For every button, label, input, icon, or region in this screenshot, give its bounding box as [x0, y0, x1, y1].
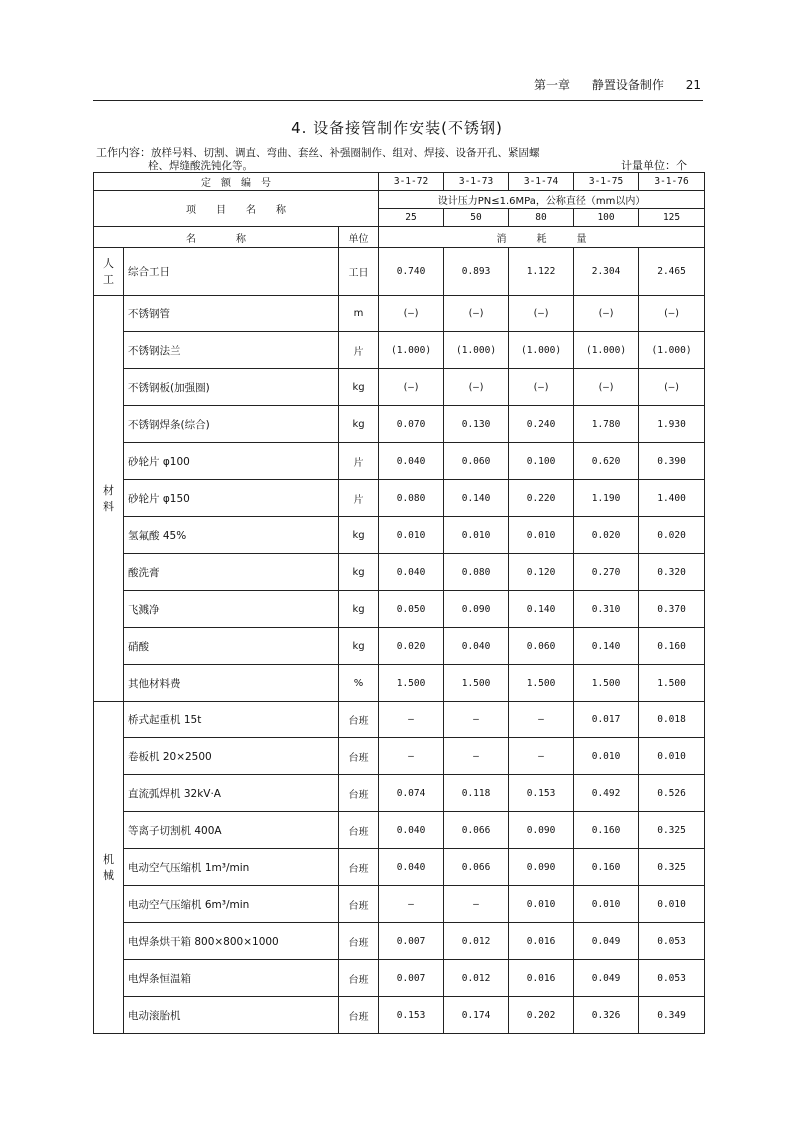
work-content [96, 146, 626, 173]
item-value: 0.066 [444, 849, 509, 886]
item-name: 直流弧焊机 32kV·A [124, 775, 339, 812]
page-title: 4. 设备接管制作安装(不锈钢) [291, 119, 503, 137]
table-row [94, 332, 705, 369]
header-text [516, 76, 701, 93]
diameter: 25 [379, 209, 444, 227]
item-name: 卷板机 20×2500 [124, 738, 339, 775]
table-row [94, 849, 705, 886]
item-value: 1.930 [639, 406, 705, 443]
category-cell [94, 702, 124, 1034]
item-value: 0.010 [639, 738, 705, 775]
item-value: 0.007 [379, 923, 444, 960]
item-name: 酸洗膏 [124, 554, 339, 591]
item-value: 0.060 [509, 628, 574, 665]
item-value: 0.049 [574, 923, 639, 960]
quota-code: 3-1-75 [574, 173, 639, 191]
item-name: 不锈钢法兰 [124, 332, 339, 369]
category-char: 料 [103, 499, 114, 513]
item-unit: 片 [339, 480, 379, 517]
item-value: 1.122 [509, 248, 574, 296]
item-unit: kg [339, 591, 379, 628]
item-value: 0.074 [379, 775, 444, 812]
item-value: 0.153 [509, 775, 574, 812]
item-value: 1.400 [639, 480, 705, 517]
item-value: 0.140 [444, 480, 509, 517]
item-value: 0.140 [574, 628, 639, 665]
item-value: 2.304 [574, 248, 639, 296]
item-value: (—) [444, 296, 509, 332]
item-unit: 工日 [339, 248, 379, 296]
table-row [94, 960, 705, 997]
item-value: 0.090 [509, 849, 574, 886]
item-value: 0.010 [379, 517, 444, 554]
item-value: (—) [379, 296, 444, 332]
item-value: 0.326 [574, 997, 639, 1034]
item-unit: 台班 [339, 960, 379, 997]
item-unit: kg [339, 628, 379, 665]
quota-code: 3-1-76 [639, 173, 705, 191]
item-name: 等离子切割机 400A [124, 812, 339, 849]
item-value: 0.140 [509, 591, 574, 628]
item-value: 0.118 [444, 775, 509, 812]
item-value: 0.017 [574, 702, 639, 738]
item-unit: kg [339, 406, 379, 443]
item-name: 硝酸 [124, 628, 339, 665]
item-value: 0.390 [639, 443, 705, 480]
item-unit: 台班 [339, 849, 379, 886]
work-content-line2: 栓、焊缝酸洗钝化等。 [148, 160, 253, 172]
item-value: 0.010 [574, 886, 639, 923]
item-value: 1.500 [444, 665, 509, 702]
item-name: 不锈钢板(加强圈) [124, 369, 339, 406]
item-value: 0.310 [574, 591, 639, 628]
item-value: 0.049 [574, 960, 639, 997]
item-value: (1.000) [379, 332, 444, 369]
item-unit: 台班 [339, 775, 379, 812]
item-unit: % [339, 665, 379, 702]
item-value: 0.270 [574, 554, 639, 591]
item-value: 0.020 [574, 517, 639, 554]
table-row [94, 702, 705, 738]
item-value: 0.020 [639, 517, 705, 554]
item-unit: kg [339, 554, 379, 591]
item-value: — [379, 702, 444, 738]
item-value: 0.040 [444, 628, 509, 665]
item-value: 0.053 [639, 960, 705, 997]
item-value: 0.010 [509, 517, 574, 554]
item-value: 0.080 [379, 480, 444, 517]
header-row-codes [94, 173, 705, 191]
item-name: 电焊条烘干箱 800×800×1000 [124, 923, 339, 960]
item-name: 综合工日 [124, 248, 339, 296]
item-unit: 台班 [339, 923, 379, 960]
item-value: 0.040 [379, 443, 444, 480]
unit-note: 计量单位：个 [621, 159, 687, 172]
category-char: 人 [103, 256, 114, 270]
quota-label: 定 额 编 号 [94, 173, 379, 191]
item-unit: 台班 [339, 997, 379, 1034]
table-row [94, 812, 705, 849]
item-value: (1.000) [509, 332, 574, 369]
item-value: (—) [574, 369, 639, 406]
item-value: 0.060 [444, 443, 509, 480]
table-row [94, 923, 705, 960]
item-value: 0.090 [444, 591, 509, 628]
table-row [94, 738, 705, 775]
quota-code: 3-1-72 [379, 173, 444, 191]
item-value: 0.620 [574, 443, 639, 480]
table-row [94, 886, 705, 923]
table-row [94, 775, 705, 812]
table-row [94, 628, 705, 665]
item-unit: 片 [339, 443, 379, 480]
table-row [94, 443, 705, 480]
item-name-label: 项 目 名 称 [94, 191, 379, 227]
item-value: 0.016 [509, 960, 574, 997]
item-name: 不锈钢管 [124, 296, 339, 332]
item-value: 2.465 [639, 248, 705, 296]
item-unit: 台班 [339, 886, 379, 923]
table-row [94, 406, 705, 443]
table-row [94, 554, 705, 591]
page-header [93, 74, 703, 101]
col-name-label: 名 称 [94, 227, 339, 248]
item-value: 0.526 [639, 775, 705, 812]
item-name: 电动空气压缩机 1m³/min [124, 849, 339, 886]
item-value: 0.160 [574, 812, 639, 849]
item-name: 砂轮片 φ150 [124, 480, 339, 517]
item-value: — [379, 886, 444, 923]
page-number: 21 [685, 78, 701, 92]
table-row [94, 480, 705, 517]
item-name: 氢氟酸 45% [124, 517, 339, 554]
item-value: 0.040 [379, 812, 444, 849]
item-value: 1.500 [574, 665, 639, 702]
item-value: 1.780 [574, 406, 639, 443]
header-row-columns [94, 227, 705, 248]
quota-code: 3-1-74 [509, 173, 574, 191]
item-value: 0.010 [444, 517, 509, 554]
item-value: 0.053 [639, 923, 705, 960]
item-value: 0.120 [509, 554, 574, 591]
item-value: (1.000) [444, 332, 509, 369]
item-value: 0.012 [444, 923, 509, 960]
item-value: 0.220 [509, 480, 574, 517]
table-row [94, 997, 705, 1034]
category-char: 机 [103, 852, 114, 866]
design-label: 设计压力PN≤1.6MPa，公称直径（mm以内） [379, 191, 705, 209]
item-value: 0.020 [379, 628, 444, 665]
header-row-design [94, 191, 705, 209]
quota-table [93, 172, 705, 1034]
item-unit: 台班 [339, 812, 379, 849]
item-value: 0.090 [509, 812, 574, 849]
item-name: 飞溅净 [124, 591, 339, 628]
item-value: — [444, 738, 509, 775]
item-unit: 台班 [339, 702, 379, 738]
item-value: 0.010 [574, 738, 639, 775]
item-value: (—) [574, 296, 639, 332]
item-value: 0.130 [444, 406, 509, 443]
table-row [94, 665, 705, 702]
item-value: 0.320 [639, 554, 705, 591]
diameter: 125 [639, 209, 705, 227]
diameter: 50 [444, 209, 509, 227]
item-name: 电动空气压缩机 6m³/min [124, 886, 339, 923]
item-value: 0.066 [444, 812, 509, 849]
item-value: 1.500 [639, 665, 705, 702]
item-value: 0.740 [379, 248, 444, 296]
item-value: (—) [509, 296, 574, 332]
item-value: 0.370 [639, 591, 705, 628]
item-name: 砂轮片 φ100 [124, 443, 339, 480]
diameter: 80 [509, 209, 574, 227]
item-value: 0.325 [639, 812, 705, 849]
item-value: — [379, 738, 444, 775]
item-value: 0.202 [509, 997, 574, 1034]
item-value: — [509, 738, 574, 775]
item-value: 1.190 [574, 480, 639, 517]
work-content-line1: 放样号料、切割、调直、弯曲、套丝、补强圈制作、组对、焊接、设备开孔、紧固螺 [151, 147, 540, 159]
item-name: 不锈钢焊条(综合) [124, 406, 339, 443]
col-unit-label: 单位 [339, 227, 379, 248]
item-value: 0.040 [379, 554, 444, 591]
item-unit: kg [339, 517, 379, 554]
item-name: 其他材料费 [124, 665, 339, 702]
item-unit: 台班 [339, 738, 379, 775]
item-value: 0.349 [639, 997, 705, 1034]
item-value: (1.000) [639, 332, 705, 369]
item-value: 0.018 [639, 702, 705, 738]
item-value: 0.010 [639, 886, 705, 923]
diameter: 100 [574, 209, 639, 227]
item-value: 0.240 [509, 406, 574, 443]
quota-code: 3-1-73 [444, 173, 509, 191]
work-content-label: 工作内容： [96, 146, 151, 159]
item-value: 1.500 [509, 665, 574, 702]
chapter-label: 第一章 [534, 78, 571, 92]
col-consume-label: 消 耗 量 [379, 227, 705, 248]
item-name: 电动滚胎机 [124, 997, 339, 1034]
item-value: 0.016 [509, 923, 574, 960]
item-value: 0.070 [379, 406, 444, 443]
table-row [94, 591, 705, 628]
item-value: — [444, 702, 509, 738]
item-name: 电焊条恒温箱 [124, 960, 339, 997]
item-value: 0.007 [379, 960, 444, 997]
item-value: (1.000) [574, 332, 639, 369]
item-value: 0.160 [574, 849, 639, 886]
category-char: 工 [103, 272, 114, 286]
item-value: 0.325 [639, 849, 705, 886]
item-value: 0.010 [509, 886, 574, 923]
category-cell [94, 248, 124, 296]
item-value: 0.100 [509, 443, 574, 480]
item-value: 1.500 [379, 665, 444, 702]
category-char: 械 [103, 868, 114, 882]
item-unit: kg [339, 369, 379, 406]
item-value: 0.893 [444, 248, 509, 296]
item-value: 0.012 [444, 960, 509, 997]
category-cell [94, 296, 124, 702]
item-name: 桥式起重机 15t [124, 702, 339, 738]
item-value: (—) [639, 369, 705, 406]
item-value: — [509, 702, 574, 738]
item-value: 0.040 [379, 849, 444, 886]
table-row [94, 296, 705, 332]
item-value: (—) [379, 369, 444, 406]
table-row [94, 517, 705, 554]
table-row [94, 248, 705, 296]
item-value: 0.153 [379, 997, 444, 1034]
item-value: 0.174 [444, 997, 509, 1034]
item-value: 0.492 [574, 775, 639, 812]
item-value: 0.050 [379, 591, 444, 628]
item-value: 0.160 [639, 628, 705, 665]
item-value: (—) [444, 369, 509, 406]
table-row [94, 369, 705, 406]
section-label: 静置设备制作 [591, 78, 664, 92]
item-unit: 片 [339, 332, 379, 369]
category-char: 材 [103, 483, 114, 497]
item-value: 0.080 [444, 554, 509, 591]
item-value: — [444, 886, 509, 923]
item-unit: m [339, 296, 379, 332]
item-value: (—) [639, 296, 705, 332]
item-value: (—) [509, 369, 574, 406]
